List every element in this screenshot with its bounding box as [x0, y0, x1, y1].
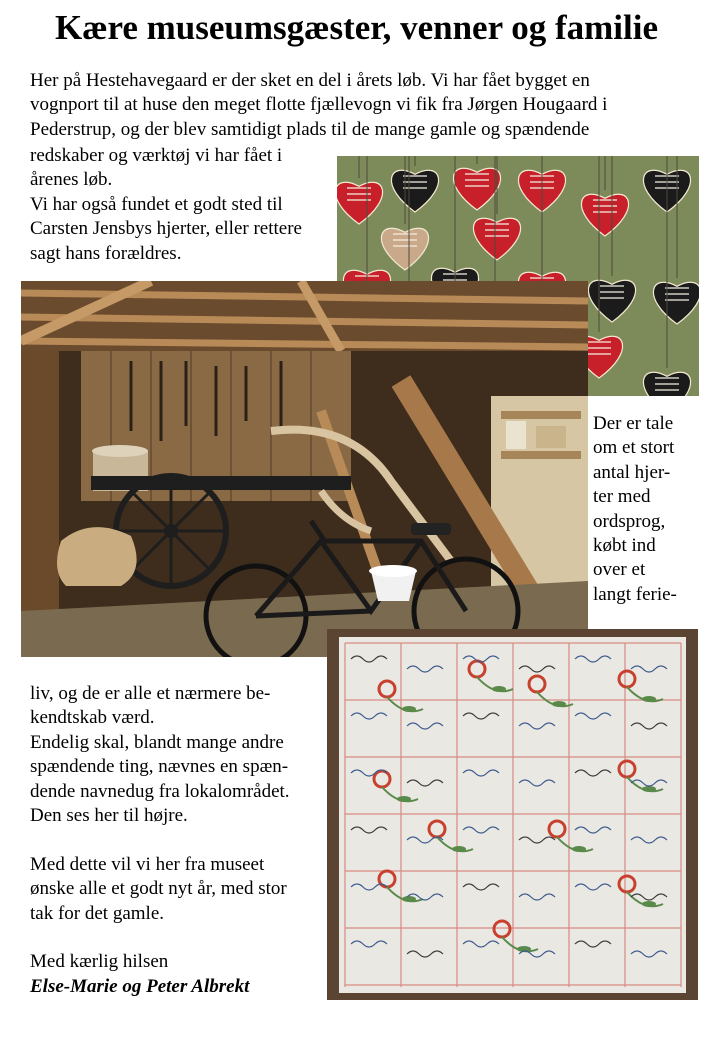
text-line: Vi har også fundet et godt sted til	[30, 193, 283, 215]
text-line: sagt hans forældres.	[30, 242, 182, 264]
text-line: ønske alle et godt nyt år, med stor	[30, 878, 287, 900]
text-line: Der er tale	[593, 413, 674, 434]
text-line: liv, og de er alle et nærmere be-	[30, 683, 271, 704]
text-line: ter med	[593, 486, 651, 508]
greeting: Med kærlig hilsen	[30, 951, 169, 973]
text-line: Carsten Jensbys hjerter, eller rettere	[30, 218, 302, 240]
wagon-port-illustration	[21, 281, 588, 657]
text-line: antal hjer-	[593, 461, 671, 483]
text-line: dende navnedug fra lokalområdet.	[30, 780, 290, 802]
text-line: årenes løb.	[30, 169, 113, 191]
text-line: over et	[593, 559, 646, 581]
text-line: spændende ting, nævnes en spæn-	[30, 756, 289, 778]
text-line: kendtskab værd.	[30, 707, 155, 729]
name-cloth-photo	[327, 629, 698, 1000]
text-line: langt ferie-	[593, 583, 677, 605]
name-cloth-illustration	[327, 629, 698, 1000]
wagon-port-photo	[21, 281, 588, 657]
text-line: om et stort	[593, 437, 675, 459]
intro-paragraph	[30, 69, 607, 142]
page-title: Kære museumsgæster, venner og familie	[54, 8, 659, 47]
text-line: Her på Hestehavegaard er der sket en del i årets løb. Vi har fået bygget en	[30, 70, 590, 91]
text-line: Med dette vil vi her fra museet	[30, 853, 265, 875]
text-line: Pederstrup, og der blev samtidigt plads til de mange gamle og spændende	[30, 118, 590, 140]
text-line: tak for det gamle.	[30, 902, 165, 924]
text-line: redskaber og værktøj vi har fået i	[30, 145, 283, 166]
text-line: Den ses her til højre.	[30, 805, 188, 827]
signature: Else-Marie og Peter Albrekt	[30, 975, 250, 997]
text-line: købt ind	[593, 535, 656, 557]
left-text-block	[30, 144, 302, 266]
text-line: Endelig skal, blandt mange andre	[30, 731, 284, 753]
text-line: ordsprog,	[593, 510, 666, 532]
text-line: vognport til at huse den meget flotte fjællevogn vi fik fra Jørgen Hougaard i	[30, 94, 608, 116]
bottom-text-block	[30, 682, 290, 999]
right-text-block	[593, 412, 677, 607]
